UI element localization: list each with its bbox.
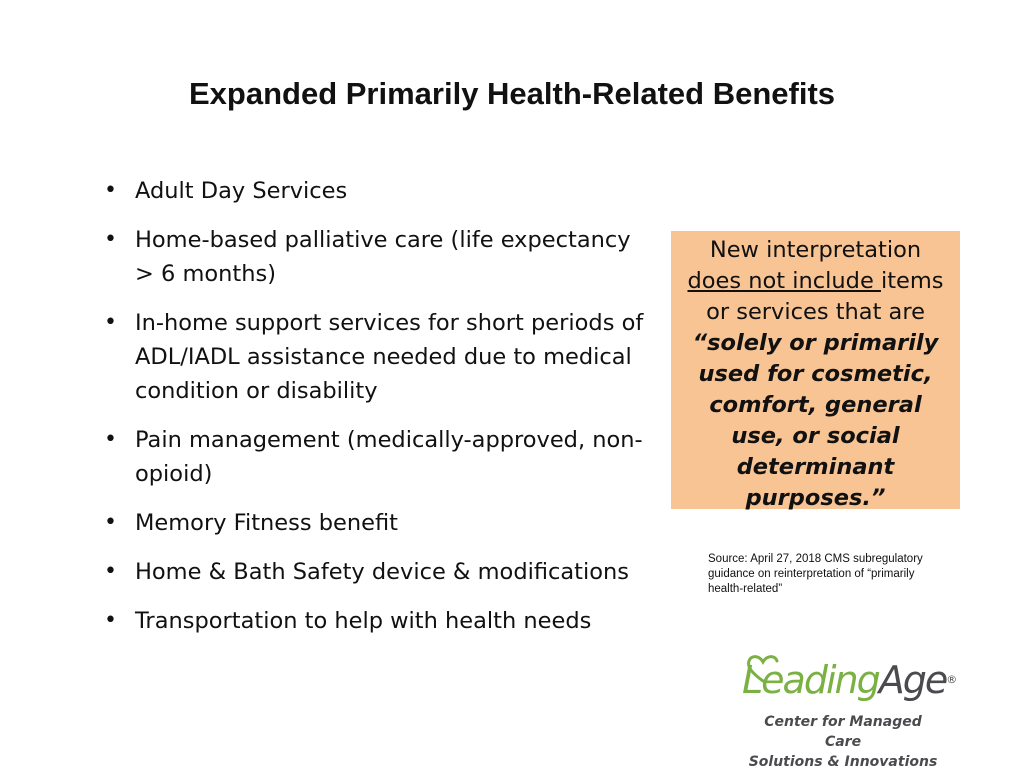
logo-leading-text: Leading bbox=[742, 658, 879, 702]
bullet-icon: • bbox=[104, 427, 117, 452]
logo-wordmark bbox=[742, 658, 957, 702]
list-item bbox=[104, 423, 644, 491]
bullet-text: Adult Day Services bbox=[135, 178, 348, 204]
bullet-text: Home-based palliative care (life expectancy > 6 months) bbox=[135, 227, 631, 287]
logo-age-text: Age bbox=[878, 658, 947, 702]
bullet-icon: • bbox=[104, 310, 117, 335]
bullet-text: Memory Fitness benefit bbox=[135, 510, 398, 536]
registered-mark: ® bbox=[946, 673, 958, 686]
callout-quote: “solely or primarily used for cosmetic, comfort, general use, or social determinant purposes.” bbox=[692, 330, 939, 511]
bullet-text: Transportation to help with health needs bbox=[135, 608, 592, 634]
interpretation-callout bbox=[671, 231, 960, 509]
benefits-list bbox=[104, 174, 644, 653]
callout-continuation: items or services that are bbox=[706, 268, 944, 325]
logo-tagline-line2: Solutions & Innovations bbox=[748, 754, 938, 770]
bullet-icon: • bbox=[104, 608, 117, 633]
list-item bbox=[104, 174, 644, 208]
slide-title: Expanded Primarily Health-Related Benefits bbox=[188, 76, 836, 111]
callout-intro: New interpretation bbox=[709, 237, 922, 263]
list-item bbox=[104, 555, 644, 589]
source-note: Source: April 27, 2018 CMS subregulatory guidance on reinterpretation of “primarily health-related” bbox=[708, 553, 923, 595]
bullet-icon: • bbox=[104, 227, 117, 252]
bullet-text: Pain management (medically-approved, non-opioid) bbox=[135, 427, 643, 487]
list-item bbox=[104, 604, 644, 638]
bullet-text: Home & Bath Safety device & modifications bbox=[135, 559, 630, 585]
bullet-icon: • bbox=[104, 178, 117, 203]
bullet-text: In-home support services for short periods of ADL/IADL assistance needed due to medical condition or disability bbox=[135, 310, 644, 404]
leadingage-logo bbox=[738, 650, 958, 770]
list-item bbox=[104, 506, 644, 540]
list-item bbox=[104, 306, 644, 408]
bullet-icon: • bbox=[104, 559, 117, 584]
callout-underlined-phrase: does not include bbox=[687, 268, 881, 294]
logo-tagline bbox=[748, 712, 938, 772]
logo-tagline-line1: Center for Managed Care bbox=[764, 714, 922, 750]
bullet-icon: • bbox=[104, 510, 117, 535]
list-item bbox=[104, 223, 644, 291]
